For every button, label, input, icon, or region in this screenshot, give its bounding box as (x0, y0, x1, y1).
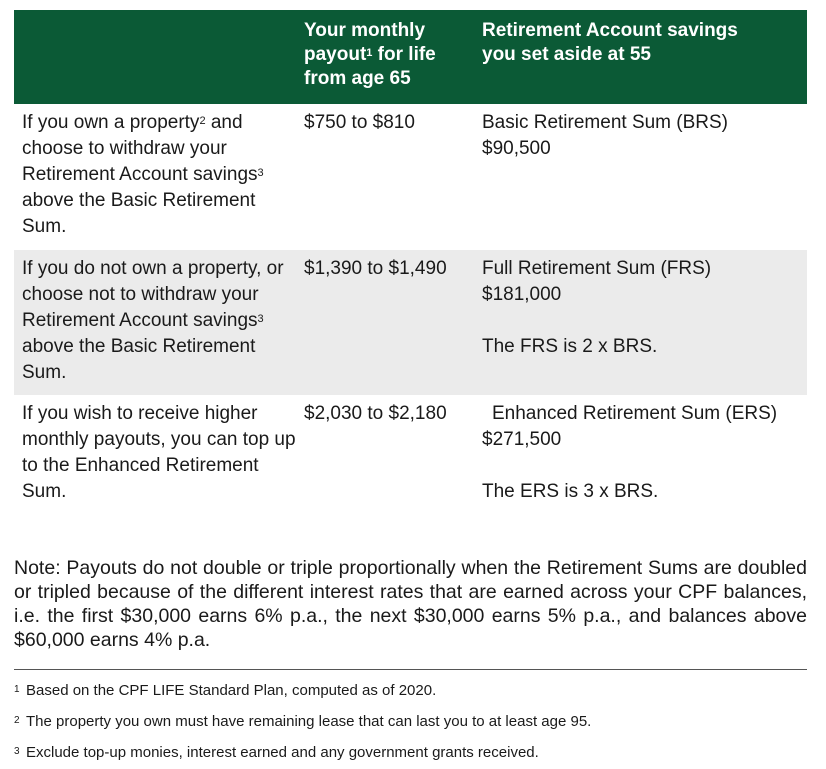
situation-cell (22, 256, 297, 386)
situation-text: above the Basic Retirement Sum. (22, 336, 256, 383)
header-savings-line1: Retirement Account savings (482, 20, 738, 41)
footnote-ref-3: 3 (257, 167, 264, 179)
sum-amount: $271,500 (482, 429, 562, 450)
sum-name: Basic Retirement Sum (BRS) (482, 112, 729, 133)
situation-text: If you do not own a property, or choose not to withdraw your Retirement Account savings (22, 258, 284, 331)
footnote-ref-2: 2 (199, 115, 206, 127)
situation-text: If you own a property (22, 112, 200, 133)
footnote-3 (14, 743, 539, 763)
footnote-text: The property you own must have remaining lease that can last you to at least age 95. (26, 713, 592, 730)
header-payout-line2a: payout (304, 44, 367, 65)
footnote-1 (14, 681, 436, 701)
header-monthly-payout (304, 19, 474, 91)
sum-amount: $90,500 (482, 138, 551, 159)
sum-amount: $181,000 (482, 284, 562, 305)
sum-name: Enhanced Retirement Sum (ERS) (492, 403, 778, 424)
table-header (14, 10, 807, 104)
header-payout-line1: Your monthly (304, 20, 426, 41)
retirement-sums-table (14, 10, 807, 541)
savings-cell (482, 401, 812, 505)
footnote-text: Exclude top-up monies, interest earned and any government grants received. (26, 744, 539, 761)
sum-ratio: The FRS is 2 x BRS. (482, 336, 658, 357)
situation-text: and choose to withdraw your Retirement Account savings (22, 112, 258, 185)
footnote-number: 3 (14, 746, 20, 757)
footnote-ref-1: 1 (366, 47, 373, 59)
payout-cell: $1,390 to $1,490 (304, 258, 447, 279)
sum-name: Full Retirement Sum (FRS) (482, 258, 712, 279)
footnote-number: 2 (14, 715, 20, 726)
header-payout-line2b: for life (372, 44, 436, 65)
situation-cell (22, 110, 297, 240)
payout-cell: $2,030 to $2,180 (304, 403, 447, 424)
header-account-savings (482, 19, 802, 67)
sum-ratio: The ERS is 3 x BRS. (482, 481, 659, 502)
header-payout-line3: from age 65 (304, 68, 411, 89)
footnote-divider (14, 669, 807, 670)
table-row-ers (14, 395, 807, 541)
payout-cell: $750 to $810 (304, 112, 415, 133)
table-row-brs (14, 104, 807, 250)
payout-note: Note: Payouts do not double or triple proportionally when the Retirement Sums are doubled or tripled because of the different interest rates that are earned across your CPF balances, i.e. the first $30,000 earns 6% p.a., the next $30,000 earns 5% p.a., and balances above $60,000 earns 4% p.a. (14, 557, 807, 651)
footnote-2 (14, 712, 591, 732)
situation-cell: If you wish to receive higher monthly payouts, you can top up to the Enhanced Retirement Sum. (22, 403, 296, 502)
header-savings-line2: you set aside at 55 (482, 44, 651, 65)
situation-text: above the Basic Retirement Sum. (22, 190, 256, 237)
savings-cell (482, 110, 812, 162)
footnote-text: Based on the CPF LIFE Standard Plan, computed as of 2020. (26, 682, 437, 699)
footnote-number: 1 (14, 684, 20, 695)
footnote-ref-3: 3 (257, 313, 264, 325)
savings-cell (482, 256, 812, 360)
table-row-frs (14, 250, 807, 395)
